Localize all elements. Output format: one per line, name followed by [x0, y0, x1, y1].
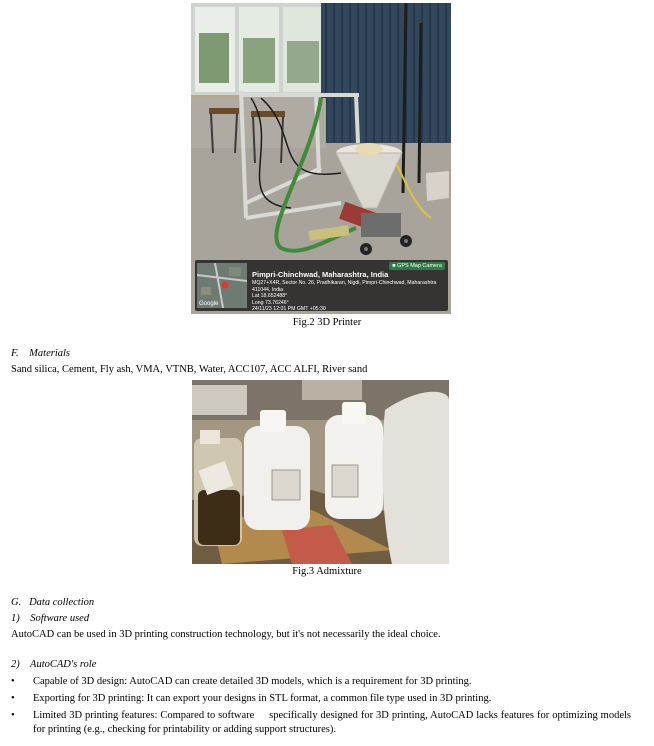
figure-admixture-photo — [192, 380, 449, 564]
gps-overlay — [195, 260, 448, 311]
list-item — [11, 709, 634, 737]
materials-list: Sand silica, Cement, Fly ash, VMA, VTNB, Water, ACC107, ACC ALFI, River sand — [11, 364, 368, 375]
gps-location-title: Pimpri-Chinchwad, Maharashtra, India — [252, 270, 389, 279]
bullet-text: Capable of 3D design: AutoCAD can create detailed 3D models, which is a requirement for 3D printing. — [33, 676, 472, 687]
camera-icon: ■ — [392, 263, 398, 269]
section-heading-data-collection: G. Data collection — [11, 597, 95, 608]
gps-address: MQ27+X4R, Sector No. 26, Pradhikaran, Nigdi, Pimpri-Chinchwad, Maharashtra 411044, India — [252, 280, 437, 293]
admixture-photo-illustration — [192, 380, 449, 564]
list-item — [11, 692, 631, 706]
list-item — [11, 675, 631, 689]
bullet-text: Limited 3D printing features: Compared to software specifically designed for 3D printing, AutoCAD lacks features for optimizing models for printing (e.g., checking for printability or adding support structures). — [33, 710, 634, 735]
software-used-text: AutoCAD can be used in 3D printing construction technology, but it's not necessarily the ideal choice. — [11, 629, 441, 640]
subsection-heading-autocad-role: 2) AutoCAD's role — [11, 659, 97, 670]
bullet-glyph: • — [11, 693, 15, 704]
map-google-logo: Google — [199, 301, 219, 307]
gps-long: Long 73.76246° — [252, 299, 289, 306]
figure-3d-printer-photo — [191, 3, 451, 314]
gps-badge: ■ GPS Map Camera — [389, 262, 445, 270]
figure-caption-3d-printer: Fig.2 3D Printer — [292, 317, 362, 328]
bullet-glyph: • — [11, 710, 15, 721]
gps-lat: Lat 18.652488° — [252, 293, 288, 299]
figure-caption-admixture: Fig.3 Admixture — [292, 566, 362, 577]
section-heading-materials: F. Materials — [11, 348, 71, 359]
bullet-glyph: • — [11, 676, 15, 687]
gps-datetime: 24/11/23 12:01 PM GMT +05:30 — [252, 306, 326, 312]
subsection-heading-software-used: 1) Software used — [11, 613, 90, 624]
gps-map-thumbnail — [197, 263, 247, 308]
bullet-text: Exporting for 3D printing: It can export your designs in STL format, a common file type used in 3D printing. — [33, 693, 492, 704]
